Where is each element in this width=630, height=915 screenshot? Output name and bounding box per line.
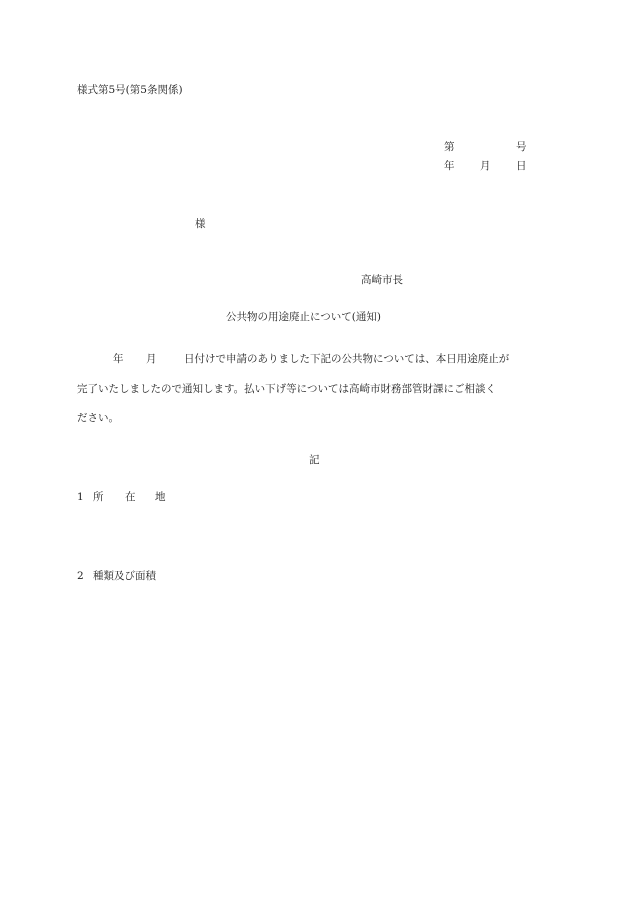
body-line-2: 完了いたしましたので通知します。払い下げ等については高崎市財務部管財課にご相談く (77, 383, 496, 395)
item-location-char-2: 在 (125, 491, 136, 503)
body-line-3: ださい。 (77, 412, 119, 424)
item-number: 2 (77, 570, 84, 582)
item-type-area (77, 571, 156, 582)
body-line-1 (113, 354, 509, 365)
issue-date (444, 161, 527, 172)
recipient-honorific: 様 (195, 218, 206, 230)
item-number: 1 (77, 491, 84, 503)
item-location-char-3: 地 (155, 491, 166, 503)
document-number (444, 142, 527, 153)
form-number-label: 様式第5号(第5条関係) (77, 84, 183, 96)
body-month: 月 (146, 353, 157, 365)
item-type-area-label: 種類及び面積 (93, 570, 156, 582)
date-month: 月 (480, 160, 491, 172)
ki-heading: 記 (309, 454, 320, 466)
item-location (77, 492, 166, 503)
document-title: 公共物の用途廃止について(通知) (226, 311, 381, 323)
item-location-char-1: 所 (93, 491, 104, 503)
body-line-1-text: 日付けで申請のありました下記の公共物については、本日用途廃止が (184, 353, 510, 365)
sender-name: 高崎市長 (361, 274, 403, 286)
date-day: 日 (516, 160, 527, 172)
document-number-prefix: 第 (444, 141, 455, 153)
document-number-suffix: 号 (516, 141, 527, 153)
date-year: 年 (444, 160, 455, 172)
body-year: 年 (113, 353, 124, 365)
